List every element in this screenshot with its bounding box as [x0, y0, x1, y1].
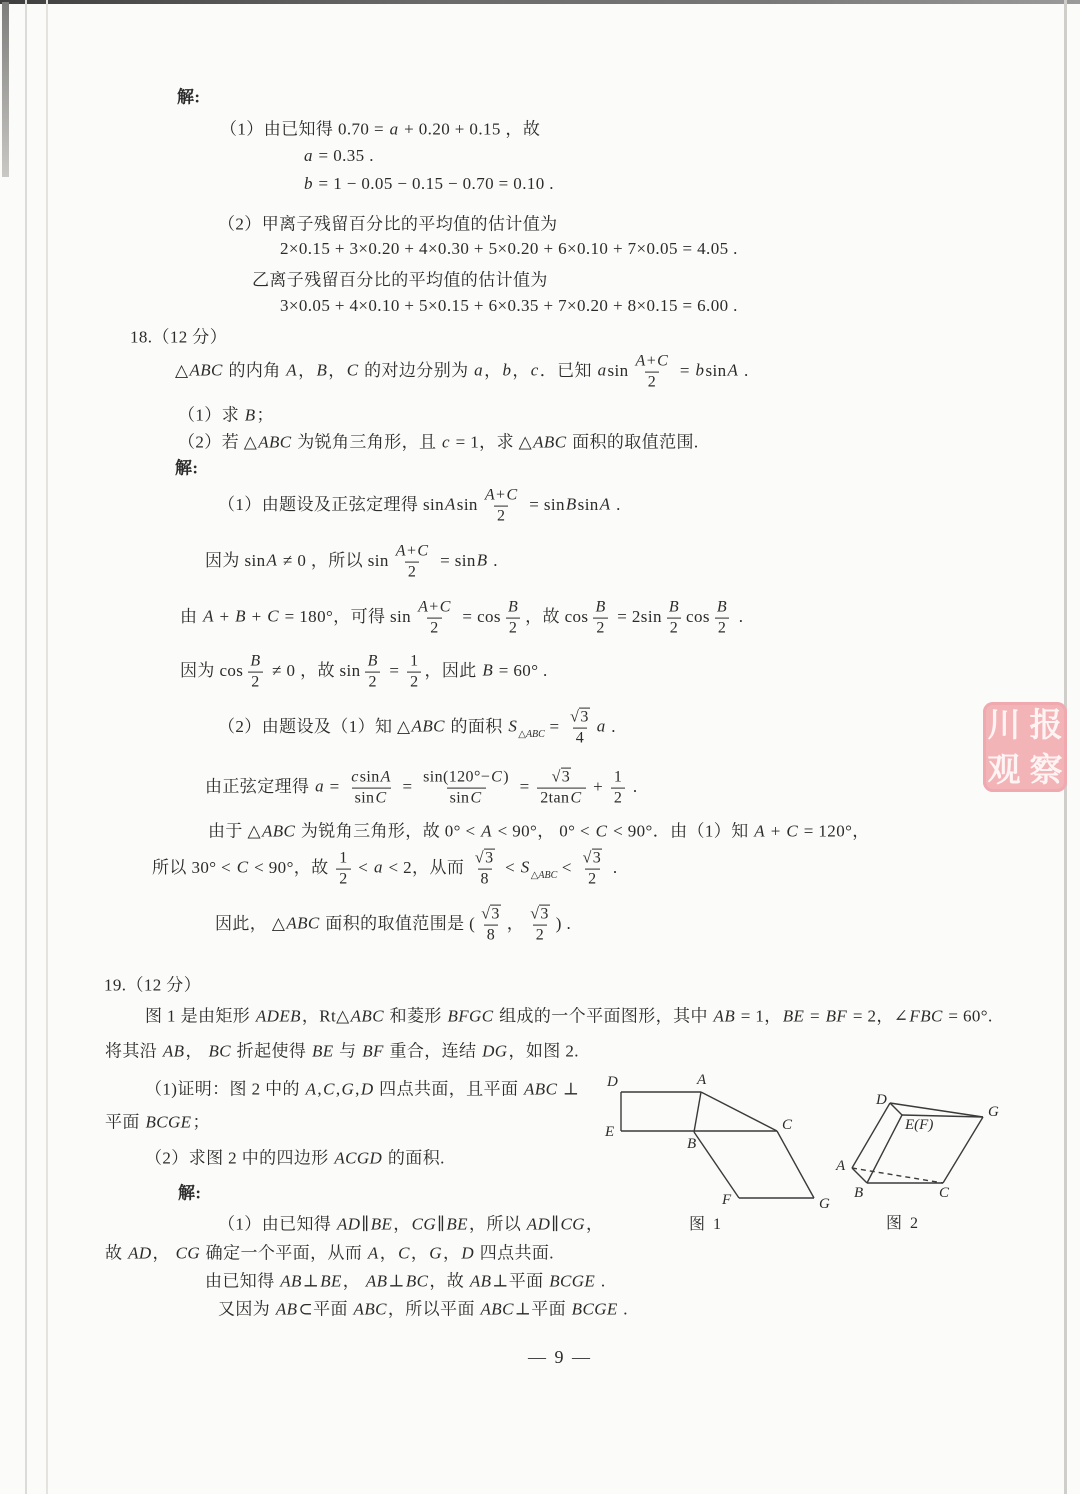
vertex-label-b: B [687, 1136, 697, 1152]
problem-18-part2: （2）若 △ABC 为锐角三角形，且 c = 1，求 △ABC 面积的取值范围. [178, 432, 699, 452]
solution-line: 又因为 AB⊂平面 ABC，所以平面 ABC⊥平面 BCGE . [218, 1299, 628, 1319]
vertex-label-d: D [607, 1074, 618, 1090]
figure-2-caption: 图 2 [886, 1215, 921, 1232]
solution-line: 由 A + B + C = 180°，可得 sin $\frac{A+C}{2}$ = cos $\frac{B}{2}$ ，故 cos $\frac{B}{2}$ = 2sin $\frac{B}{2}$ cos $\frac{B}{2}$ . [180, 598, 744, 637]
solution-heading-19: 解: [178, 1183, 202, 1203]
solution-heading-17: 解: [177, 87, 201, 107]
solution-line: 3×0.05 + 4×0.10 + 5×0.15 + 6×0.35 + 7×0.20 + 8×0.15 = 6.00 . [280, 296, 738, 315]
problem-19-part2: （2）求图 2 中的四边形 ACGD 的面积. [145, 1148, 445, 1168]
vertex-label-b: B [854, 1185, 864, 1201]
vertex-label-c: C [939, 1185, 950, 1201]
solution-line: 由已知得 AB⊥BE， AB⊥BC，故 AB⊥平面 BCGE . [205, 1271, 606, 1291]
solution-line: （1）由已知得 0.70 = a + 0.20 + 0.15 ，故 [220, 119, 541, 139]
problem-19-statement: 图 1 是由矩形 ADEB，Rt△ABC 和菱形 BFGC 组成的一个平面图形，其中 AB = 1，BE = BF = 2，∠FBC = 60°. [145, 1006, 993, 1026]
vertex-label-d: D [876, 1092, 887, 1108]
watermark-char: 川 [987, 706, 1021, 743]
page-number: — 9 — [528, 1347, 592, 1367]
solution-line: a = 0.35 . [304, 146, 374, 165]
page-edge-line-left [25, 0, 27, 1494]
watermark-stamp [983, 702, 1067, 792]
solution-line: （2）甲离子残留百分比的平均值的估计值为 [218, 214, 558, 234]
page-edge-line-left-2 [46, 0, 48, 1494]
vertex-label-g: G [819, 1196, 830, 1212]
problem-19-part1: （1)证明：图 2 中的 A,C,G,D 四点共面，且平面 ABC ⊥ [145, 1079, 580, 1099]
vertex-label-c: C [782, 1117, 793, 1133]
problem-18-part1: （1）求 B； [178, 405, 274, 425]
problem-18-statement: △ABC 的内角 A，B，C 的对边分别为 a，b，c．已知 asin $\frac{A+C}{2}$ = bsinA . [175, 352, 749, 391]
problem-18-header: 18.（12 分） [130, 327, 228, 347]
solution-line: 因为 cos $\frac{B}{2}$ ≠ 0 ，故 sin $\frac{B}{2}$ = $\frac{1}{2}$ ，因此 B = 60° . [180, 652, 548, 691]
vertex-label-g: G [988, 1104, 999, 1120]
problem-19-part1-cont: 平面 BCGE； [105, 1112, 210, 1132]
solution-line: 因此， △ABC 面积的取值范围是 ( $\frac{√3}{8}$ ， $\frac{√3}{2}$ ) . [215, 905, 572, 944]
scan-top-edge [0, 0, 1080, 4]
vertex-label-f: F [722, 1192, 732, 1208]
solution-line: b = 1 − 0.05 − 0.15 − 0.70 = 0.10 . [304, 174, 554, 193]
watermark-char: 观 [987, 751, 1021, 788]
solution-line: 故 AD， CG 确定一个平面，从而 A，C，G，D 四点共面. [105, 1243, 554, 1263]
solution-line: 所以 30° < C < 90°，故 $\frac{1}{2}$ < a < 2，从而 $\frac{√3}{8}$ < $S_{\triangle ABC}$ < $\frac{√3}{2}$ . [152, 849, 618, 888]
problem-19-statement-2: 将其沿 AB， BC 折起使得 BE 与 BF 重合，连结 DG，如图 2. [105, 1041, 579, 1061]
problem-19-header: 19.（12 分） [104, 975, 202, 995]
figure-1-caption: 图 1 [689, 1216, 724, 1233]
solution-line: 由正弦定理得 a = $\frac{csinA}{\sin C}$ = $\frac{\sin(120^\circ-C)}{\sin C}$ = $\frac{√3}{2\tan C}$ + $\frac{1}{2}$ . [205, 768, 638, 807]
solution-line: （1）由已知得 AD∥BE，CG∥BE，所以 AD∥CG， [218, 1214, 604, 1234]
watermark-char: 报 [1029, 706, 1063, 743]
figure-1 [593, 1068, 848, 1238]
solution-line: （2）由题设及（1）知 △ABC 的面积 $S_{\triangle ABC}$ = $\frac{√3}{4}$ a . [218, 708, 616, 747]
vertex-label-a: A [697, 1072, 707, 1088]
vertex-label-a: A [836, 1158, 846, 1174]
scan-corner-mark [2, 2, 9, 177]
solution-line: 2×0.15 + 3×0.20 + 4×0.30 + 5×0.20 + 6×0.10 + 7×0.05 = 4.05 . [280, 239, 738, 258]
watermark-char: 察 [1029, 751, 1063, 788]
solution-line: 由于 △ABC 为锐角三角形，故 0° < A < 90°， 0° < C < 90°．由（1）知 A + C = 120°， [208, 821, 870, 841]
solution-line: （1）由题设及正弦定理得 sinAsin $\frac{A+C}{2}$ = sinBsinA . [218, 486, 621, 525]
vertex-label-ef: E(F) [905, 1117, 934, 1133]
solution-heading-18: 解: [175, 458, 199, 478]
figure-2 [830, 1086, 1020, 1236]
solution-line: 因为 sinA ≠ 0 ，所以 sin $\frac{A+C}{2}$ = sinB . [205, 542, 498, 581]
vertex-label-e: E [605, 1124, 615, 1140]
solution-line: 乙离子残留百分比的平均值的估计值为 [252, 270, 548, 290]
